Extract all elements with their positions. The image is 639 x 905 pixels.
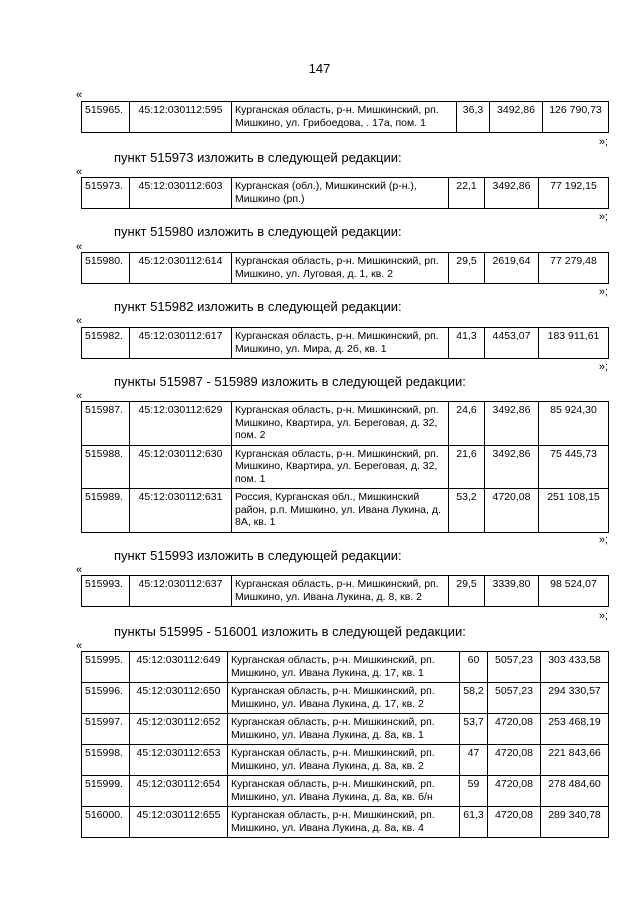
cadastral-value: 278 484,60 [541,776,609,807]
table-row [82,776,609,807]
open-quote: « [76,166,83,178]
register-table [81,177,609,209]
unit-price: 3492,86 [485,178,539,209]
unit-price: 3492,86 [485,445,539,489]
cadastral-number: 45:12:030112:631 [130,489,232,533]
row-number: 516000. [82,807,130,838]
row-number: 515998. [82,745,130,776]
area: 53,2 [449,489,485,533]
cadastral-value: 77 192,15 [539,178,609,209]
row-number: 515995. [82,652,130,683]
address: Курганская область, р-н. Мишкинский, рп. Мишкино, ул. Ивана Лукина, д. 8а, кв. 2 [228,745,460,776]
cadastral-value: 253 468,19 [541,714,609,745]
area: 53,7 [460,714,488,745]
cadastral-number: 45:12:030112:653 [130,745,228,776]
open-quote: « [76,241,83,253]
open-quote: « [76,89,83,101]
area: 22,1 [449,178,485,209]
row-number: 515999. [82,776,130,807]
cadastral-number: 45:12:030112:652 [130,714,228,745]
table-row [82,178,609,209]
cadastral-value: 303 433,58 [541,652,609,683]
cadastral-number: 45:12:030112:614 [130,253,232,284]
page-number: 147 [308,61,331,76]
close-quote: »; [598,534,608,546]
address: Курганская область, р-н. Мишкинский, рп. Мишкино, ул. Луговая, д. 1, кв. 2 [232,253,449,284]
open-quote: « [76,390,83,402]
address: Курганская область, р-н. Мишкинский, рп. Мишкино, ул. Ивана Лукина, д. 8а, кв. б/н [228,776,460,807]
table-row [82,745,609,776]
close-quote: »; [598,286,608,298]
instruction-text: пункт 515993 изложить в следующей редакции: [114,548,402,563]
table-row [82,445,609,489]
row-number: 515987. [82,402,130,446]
area: 58,2 [460,683,488,714]
cadastral-value: 85 924,30 [539,402,609,446]
table-row [82,807,609,838]
table-row [82,253,609,284]
instruction-text: пункты 515995 - 516001 изложить в следующей редакции: [114,624,466,639]
register-table [81,401,609,533]
unit-price: 4720,08 [488,745,541,776]
table-row [82,328,609,359]
row-number: 515989. [82,489,130,533]
area: 60 [460,652,488,683]
address: Россия, Курганская обл., Мишкинский район, р.п. Мишкино, ул. Ивана Лукина, д. 8А, кв. 1 [232,489,449,533]
table-row [82,102,609,133]
area: 29,5 [449,576,485,607]
table-row [82,576,609,607]
cadastral-number: 45:12:030112:629 [130,402,232,446]
unit-price: 4720,08 [488,714,541,745]
address: Курганская область, р-н. Мишкинский, рп. Мишкино, Квартира, ул. Береговая, д. 32, пом. 1 [232,445,449,489]
area: 59 [460,776,488,807]
unit-price: 5057,23 [488,652,541,683]
unit-price: 4720,08 [488,807,541,838]
cadastral-number: 45:12:030112:649 [130,652,228,683]
address: Курганская область, р-н. Мишкинский, рп. Мишкино, Квартира, ул. Береговая, д. 32, пом. 2 [232,402,449,446]
area: 21,6 [449,445,485,489]
address: Курганская область, р-н. Мишкинский, рп. Мишкино, ул. Ивана Лукина, д. 8а, кв. 4 [228,807,460,838]
area: 24,6 [449,402,485,446]
cadastral-number: 45:12:030112:637 [130,576,232,607]
cadastral-number: 45:12:030112:654 [130,776,228,807]
table-row [82,489,609,533]
unit-price: 4720,08 [485,489,539,533]
table-row [82,714,609,745]
unit-price: 5057,23 [488,683,541,714]
row-number: 515993. [82,576,130,607]
register-table [81,327,609,359]
row-number: 515982. [82,328,130,359]
cadastral-value: 126 790,73 [543,102,609,133]
cadastral-number: 45:12:030112:630 [130,445,232,489]
cadastral-number: 45:12:030112:617 [130,328,232,359]
area: 29,5 [449,253,485,284]
instruction-text: пункт 515980 изложить в следующей редакции: [114,224,402,239]
area: 61,3 [460,807,488,838]
open-quote: « [76,315,83,327]
open-quote: « [76,564,83,576]
cadastral-number: 45:12:030112:650 [130,683,228,714]
area: 41,3 [449,328,485,359]
row-number: 515988. [82,445,130,489]
register-table [81,252,609,284]
row-number: 515973. [82,178,130,209]
instruction-text: пункт 515982 изложить в следующей редакции: [114,299,402,314]
cadastral-number: 45:12:030112:655 [130,807,228,838]
cadastral-value: 77 279,48 [539,253,609,284]
instruction-text: пункты 515987 - 515989 изложить в следующей редакции: [114,374,466,389]
cadastral-number: 45:12:030112:595 [130,102,232,133]
area: 36,3 [457,102,490,133]
register-table [81,575,609,607]
address: Курганская область, р-н. Мишкинский, рп. Мишкино, ул. Ивана Лукина, д. 8а, кв. 1 [228,714,460,745]
address: Курганская область, р-н. Мишкинский, рп. Мишкино, ул. Грибоедова, . 17а, пом. 1 [232,102,457,133]
address: Курганская область, р-н. Мишкинский, рп. Мишкино, ул. Ивана Лукина, д. 17, кв. 1 [228,652,460,683]
address: Курганская область, р-н. Мишкинский, рп. Мишкино, ул. Мира, д. 2б, кв. 1 [232,328,449,359]
open-quote: « [76,640,83,652]
row-number: 515980. [82,253,130,284]
unit-price: 4453,07 [485,328,539,359]
row-number: 515997. [82,714,130,745]
address: Курганская (обл.), Мишкинский (р-н.), Мишкино (рп.) [232,178,449,209]
cadastral-value: 75 445,73 [539,445,609,489]
close-quote: »; [598,211,608,223]
area: 47 [460,745,488,776]
instruction-text: пункт 515973 изложить в следующей редакции: [114,150,402,165]
close-quote: »; [598,610,608,622]
close-quote: »; [598,361,608,373]
cadastral-number: 45:12:030112:603 [130,178,232,209]
row-number: 515996. [82,683,130,714]
unit-price: 3339,80 [485,576,539,607]
cadastral-value: 289 340,78 [541,807,609,838]
cadastral-value: 251 108,15 [539,489,609,533]
row-number: 515965. [82,102,130,133]
table-row [82,402,609,446]
close-quote: »; [598,136,608,148]
register-table [81,101,609,133]
unit-price: 3492,86 [485,402,539,446]
unit-price: 4720,08 [488,776,541,807]
cadastral-value: 294 330,57 [541,683,609,714]
address: Курганская область, р-н. Мишкинский, рп. Мишкино, ул. Ивана Лукина, д. 17, кв. 2 [228,683,460,714]
cadastral-value: 98 524,07 [539,576,609,607]
table-row [82,652,609,683]
unit-price: 3492,86 [490,102,543,133]
address: Курганская область, р-н. Мишкинский, рп. Мишкино, ул. Ивана Лукина, д. 8, кв. 2 [232,576,449,607]
cadastral-value: 221 843,66 [541,745,609,776]
register-table [81,651,609,838]
cadastral-value: 183 911,61 [539,328,609,359]
table-row [82,683,609,714]
unit-price: 2619,64 [485,253,539,284]
